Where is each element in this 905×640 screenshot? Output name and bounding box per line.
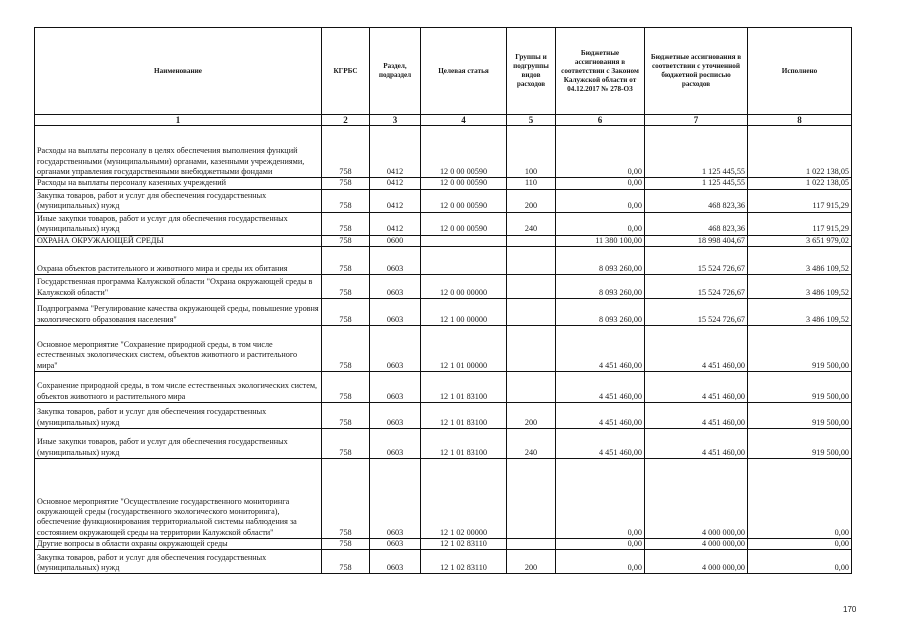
row-razdel: 0412 (370, 212, 421, 235)
row-executed-amount: 919 500,00 (748, 402, 852, 428)
row-razdel: 0603 (370, 371, 421, 402)
row-law-amount: 8 093 260,00 (556, 274, 645, 298)
row-refined-amount: 15 524 726,67 (645, 274, 748, 298)
col-number: 6 (556, 115, 645, 126)
row-kgrbs: 758 (322, 428, 370, 458)
col-number: 3 (370, 115, 421, 126)
row-refined-amount: 4 451 460,00 (645, 402, 748, 428)
row-refined-amount: 4 000 000,00 (645, 550, 748, 574)
row-vid: 200 (507, 402, 556, 428)
row-kgrbs: 758 (322, 189, 370, 212)
header-refined: Бюджетные ассигнования в соответствии с уточненной бюджетной росписью расходов (645, 28, 748, 115)
row-name: Иные закупки товаров, работ и услуг для обеспечения государственных (муниципальных) нужд (35, 428, 322, 458)
row-target: 12 0 00 00590 (421, 178, 507, 189)
row-razdel: 0412 (370, 189, 421, 212)
row-target: 12 0 00 00590 (421, 126, 507, 178)
row-name: Расходы на выплаты персоналу в целях обеспечения выполнения функций государственными (муниципальными) органами, казенными учреждениями, органами управления государственными внебюджетными фондами (35, 126, 322, 178)
row-law-amount: 8 093 260,00 (556, 298, 645, 325)
row-name: Охрана объектов растительного и животного мира и среды их обитания (35, 246, 322, 274)
table-row (35, 246, 852, 274)
row-name: Иные закупки товаров, работ и услуг для обеспечения государственных (муниципальных) нужд (35, 212, 322, 235)
row-target (421, 235, 507, 246)
row-kgrbs: 758 (322, 371, 370, 402)
header-kgrbs: КГРБС (322, 28, 370, 115)
row-executed-amount: 1 022 138,05 (748, 126, 852, 178)
row-razdel: 0603 (370, 325, 421, 371)
row-name: Закупка товаров, работ и услуг для обеспечения государственных (муниципальных) нужд (35, 550, 322, 574)
row-kgrbs: 758 (322, 246, 370, 274)
row-refined-amount: 4 451 460,00 (645, 325, 748, 371)
row-name: Сохранение природной среды, в том числе естественных экологических систем, объектов животного и растительного мира (35, 371, 322, 402)
row-target: 12 1 01 00000 (421, 325, 507, 371)
table-row (35, 274, 852, 298)
row-refined-amount: 15 524 726,67 (645, 298, 748, 325)
row-executed-amount: 919 500,00 (748, 325, 852, 371)
row-kgrbs: 758 (322, 402, 370, 428)
header-razdel: Раздел, подраздел (370, 28, 421, 115)
row-executed-amount: 0,00 (748, 538, 852, 549)
row-name: Закупка товаров, работ и услуг для обеспечения государственных (муниципальных) нужд (35, 189, 322, 212)
row-law-amount: 4 451 460,00 (556, 325, 645, 371)
table-row (35, 325, 852, 371)
row-razdel: 0603 (370, 298, 421, 325)
row-executed-amount: 3 486 109,52 (748, 274, 852, 298)
table-row (35, 550, 852, 574)
row-vid (507, 298, 556, 325)
row-executed-amount: 3 651 979,02 (748, 235, 852, 246)
table-row (35, 428, 852, 458)
row-law-amount: 4 451 460,00 (556, 428, 645, 458)
row-name: Другие вопросы в области охраны окружающей среды (35, 538, 322, 549)
row-kgrbs: 758 (322, 550, 370, 574)
row-kgrbs: 758 (322, 178, 370, 189)
table-row (35, 126, 852, 178)
row-executed-amount: 0,00 (748, 550, 852, 574)
row-razdel: 0603 (370, 538, 421, 549)
header-target: Целевая статья (421, 28, 507, 115)
row-refined-amount: 1 125 445,55 (645, 178, 748, 189)
row-kgrbs: 758 (322, 126, 370, 178)
row-razdel: 0603 (370, 428, 421, 458)
row-executed-amount: 3 486 109,52 (748, 246, 852, 274)
header-name: Наименование (35, 28, 322, 115)
row-refined-amount: 18 998 404,67 (645, 235, 748, 246)
row-vid: 240 (507, 212, 556, 235)
row-target: 12 1 01 83100 (421, 428, 507, 458)
row-vid: 240 (507, 428, 556, 458)
row-law-amount: 0,00 (556, 126, 645, 178)
row-vid: 100 (507, 126, 556, 178)
row-vid: 200 (507, 189, 556, 212)
row-target: 12 0 00 00590 (421, 212, 507, 235)
row-executed-amount: 0,00 (748, 458, 852, 538)
row-executed-amount: 117 915,29 (748, 212, 852, 235)
row-vid (507, 458, 556, 538)
row-kgrbs: 758 (322, 458, 370, 538)
row-executed-amount: 919 500,00 (748, 371, 852, 402)
row-executed-amount: 3 486 109,52 (748, 298, 852, 325)
row-target: 12 0 00 00590 (421, 189, 507, 212)
row-executed-amount: 919 500,00 (748, 428, 852, 458)
row-razdel: 0603 (370, 274, 421, 298)
row-law-amount: 0,00 (556, 550, 645, 574)
row-vid: 200 (507, 550, 556, 574)
row-law-amount: 4 451 460,00 (556, 371, 645, 402)
row-refined-amount: 4 000 000,00 (645, 458, 748, 538)
row-law-amount: 8 093 260,00 (556, 246, 645, 274)
row-target: 12 1 02 83110 (421, 538, 507, 549)
col-number: 5 (507, 115, 556, 126)
row-refined-amount: 468 823,36 (645, 212, 748, 235)
col-number: 4 (421, 115, 507, 126)
table-body (35, 126, 852, 574)
row-executed-amount: 117 915,29 (748, 189, 852, 212)
column-numbers-row (35, 115, 852, 126)
row-name: Основное мероприятие "Осуществление государственного мониторинга окружающей среды (государственного экологического мониторинга), обеспечение функционирования территориальной системы наблюдения за состоянием окружающей среды на территории Калужской области" (35, 458, 322, 538)
row-vid (507, 246, 556, 274)
col-number: 2 (322, 115, 370, 126)
row-vid (507, 235, 556, 246)
table-row (35, 235, 852, 246)
budget-execution-table (34, 27, 852, 574)
page-number: 170 (843, 605, 857, 614)
row-law-amount: 0,00 (556, 178, 645, 189)
row-razdel: 0603 (370, 550, 421, 574)
row-razdel: 0603 (370, 246, 421, 274)
header-executed: Исполнено (748, 28, 852, 115)
row-razdel: 0412 (370, 126, 421, 178)
row-vid: 110 (507, 178, 556, 189)
row-name: Расходы на выплаты персоналу казенных учреждений (35, 178, 322, 189)
row-target: 12 1 02 83110 (421, 550, 507, 574)
row-name: Подпрограмма "Регулирование качества окружающей среды, повышение уровня экологического образования населения" (35, 298, 322, 325)
table-row (35, 178, 852, 189)
row-kgrbs: 758 (322, 274, 370, 298)
row-razdel: 0412 (370, 178, 421, 189)
row-refined-amount: 15 524 726,67 (645, 246, 748, 274)
table-row (35, 371, 852, 402)
table-row (35, 298, 852, 325)
row-name: Закупка товаров, работ и услуг для обеспечения государственных (муниципальных) нужд (35, 402, 322, 428)
row-target: 12 1 00 00000 (421, 298, 507, 325)
row-refined-amount: 468 823,36 (645, 189, 748, 212)
table-row (35, 538, 852, 549)
row-kgrbs: 758 (322, 235, 370, 246)
table-row (35, 212, 852, 235)
row-law-amount: 0,00 (556, 189, 645, 212)
row-kgrbs: 758 (322, 325, 370, 371)
header-law: Бюджетные ассигнования в соответствии с Законом Калужской области от 04.12.2017 № 278-ОЗ (556, 28, 645, 115)
row-kgrbs: 758 (322, 298, 370, 325)
row-target: 12 1 02 00000 (421, 458, 507, 538)
col-number: 1 (35, 115, 322, 126)
row-refined-amount: 4 451 460,00 (645, 371, 748, 402)
row-refined-amount: 4 451 460,00 (645, 428, 748, 458)
row-refined-amount: 1 125 445,55 (645, 126, 748, 178)
row-executed-amount: 1 022 138,05 (748, 178, 852, 189)
row-refined-amount: 4 000 000,00 (645, 538, 748, 549)
row-vid (507, 274, 556, 298)
row-name: ОХРАНА ОКРУЖАЮЩЕЙ СРЕДЫ (35, 235, 322, 246)
col-number: 8 (748, 115, 852, 126)
row-law-amount: 0,00 (556, 212, 645, 235)
row-razdel: 0603 (370, 458, 421, 538)
row-kgrbs: 758 (322, 538, 370, 549)
row-target: 12 1 01 83100 (421, 402, 507, 428)
row-vid (507, 371, 556, 402)
row-razdel: 0600 (370, 235, 421, 246)
col-number: 7 (645, 115, 748, 126)
table-header-row (35, 28, 852, 115)
table-row (35, 189, 852, 212)
row-target (421, 246, 507, 274)
row-name: Государственная программа Калужской области "Охрана окружающей среды в Калужской области" (35, 274, 322, 298)
row-razdel: 0603 (370, 402, 421, 428)
row-kgrbs: 758 (322, 212, 370, 235)
row-target: 12 1 01 83100 (421, 371, 507, 402)
row-target: 12 0 00 00000 (421, 274, 507, 298)
table-row (35, 402, 852, 428)
header-groups: Группы и подгруппы видов расходов (507, 28, 556, 115)
row-law-amount: 4 451 460,00 (556, 402, 645, 428)
row-law-amount: 11 380 100,00 (556, 235, 645, 246)
row-vid (507, 538, 556, 549)
row-law-amount: 0,00 (556, 538, 645, 549)
row-name: Основное мероприятие "Сохранение природной среды, в том числе естественных экологических систем, объектов животного и растительного мира" (35, 325, 322, 371)
row-law-amount: 0,00 (556, 458, 645, 538)
table-row (35, 458, 852, 538)
row-vid (507, 325, 556, 371)
